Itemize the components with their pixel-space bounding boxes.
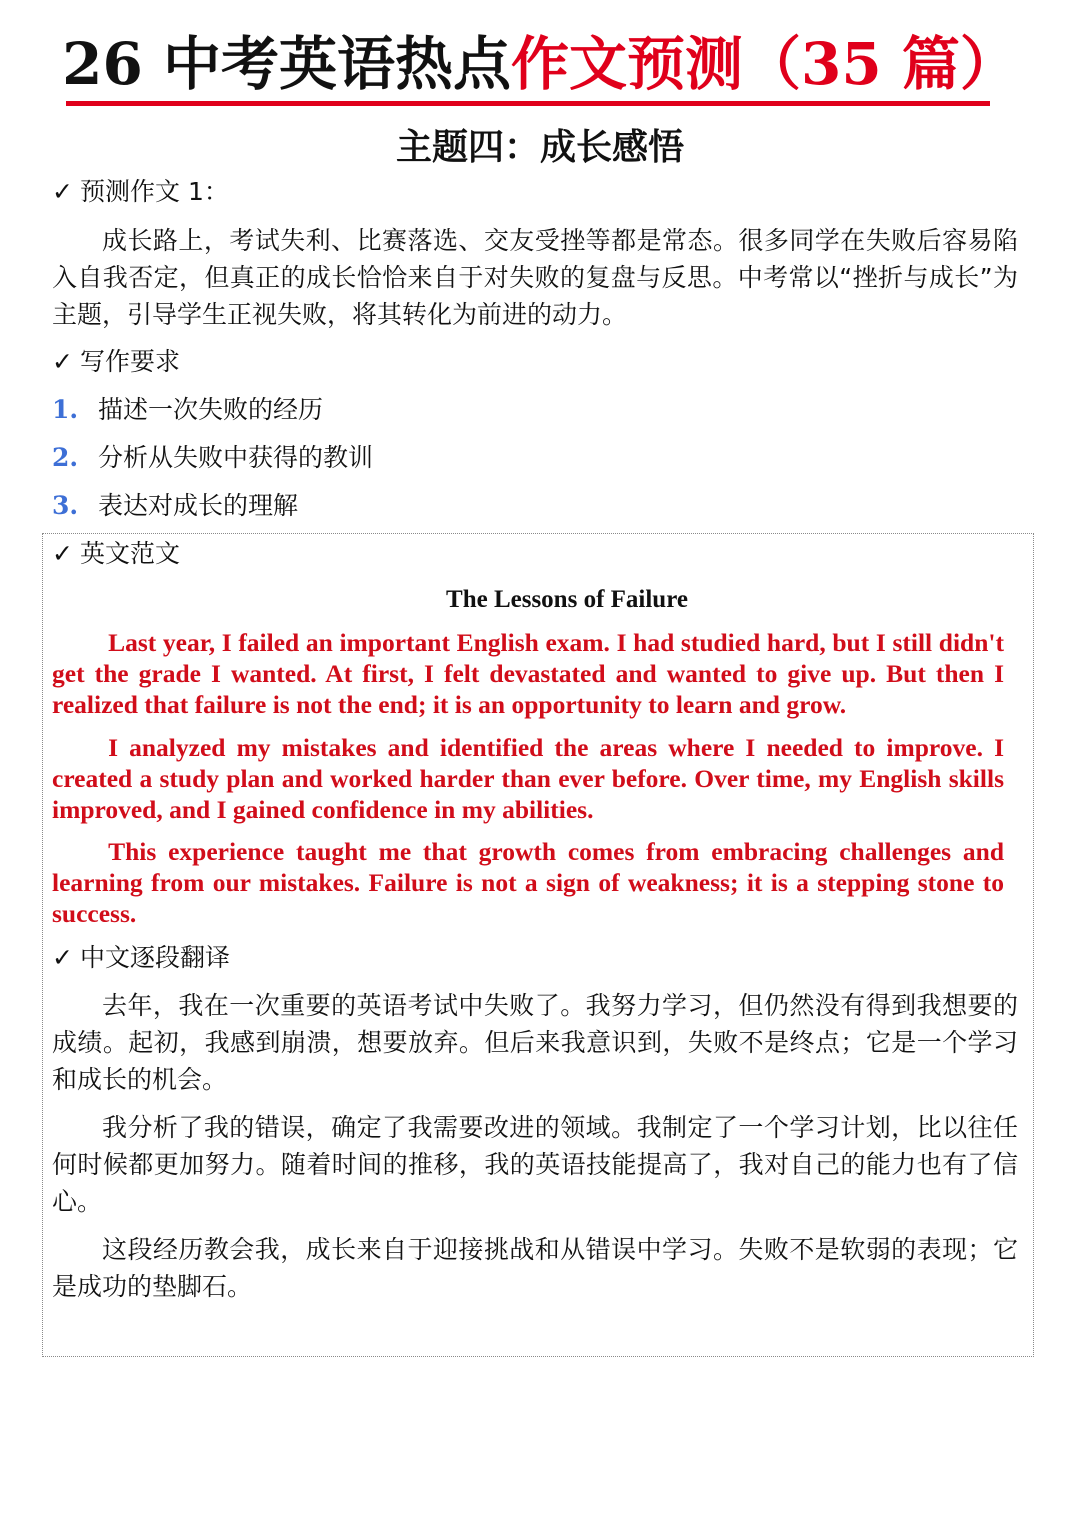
checkmark-icon: ✓ [52,539,73,568]
requirement-item [52,392,323,428]
requirement-number: 2. [52,443,79,472]
title-underline [66,101,990,106]
essay-label: 英文范文 [80,539,181,568]
translation-heading [52,940,230,976]
requirement-item [52,488,298,524]
title-main: 26 中考英语热点 [62,30,511,98]
requirements-heading [52,344,180,380]
translation-paragraph: 我分析了我的错误，确定了我需要改进的领域。我制定了一个学习计划，比以往任何时候都更加努力。随着时间的推移，我的英语技能提高了，我对自己的能力也有了信心。 [52,1113,1018,1216]
requirement-text: 分析从失败中获得的教训 [98,443,374,472]
essay-paragraph: I analyzed my mistakes and identified the areas where I needed to improve. I created a study plan and worked harder than ever before. Over time, my English skills improved, and I gained confidence in my abilities. [52,733,1004,824]
checkmark-icon: ✓ [52,347,73,376]
checkmark-icon: ✓ [52,943,73,972]
essay-paragraph: This experience taught me that growth comes from embracing challenges and learning from our mistakes. Failure is not a sign of weakness; it is a stepping stone to success. [52,837,1004,928]
prediction-label: 预测作文 1： [80,177,229,206]
prediction-intro: 成长路上，考试失利、比赛落选、交友受挫等都是常态。很多同学在失败后容易陷入自我否定，但真正的成长恰恰来自于对失败的复盘与反思。中考常以“挫折与成长”为主题，引导学生正视失败，将其转化为前进的动力。 [52,226,1018,329]
requirement-text: 表达对成长的理解 [98,491,299,520]
requirement-number: 3. [52,491,79,520]
essay-heading [52,536,180,572]
requirement-text: 描述一次失败的经历 [98,395,324,424]
requirements-label: 写作要求 [80,347,181,376]
essay-paragraph: Last year, I failed an important English exam. I had studied hard, but I still didn't get the grade I wanted. At first, I felt devastated and wanted to give up. But then I realized that failure is not the end; it is an opportunity to learn and grow. [52,628,1004,719]
requirement-item [52,440,373,476]
translation-label: 中文逐段翻译 [80,943,231,972]
title-highlight: 作文预测（35 篇） [511,30,1018,98]
requirement-number: 1. [52,395,79,424]
theme-subtitle: 主题四：成长感悟 [395,127,684,168]
translation-paragraph: 去年，我在一次重要的英语考试中失败了。我努力学习，但仍然没有得到我想要的成绩。起初，我感到崩溃，想要放弃。但后来我意识到，失败不是终点；它是一个学习和成长的机会。 [52,991,1018,1094]
translation-paragraph: 这段经历教会我，成长来自于迎接挑战和从错误中学习。失败不是软弱的表现；它是成功的垫脚石。 [52,1235,1018,1301]
checkmark-icon: ✓ [52,177,73,206]
page-title [0,26,1080,102]
prediction-heading [52,174,229,210]
essay-title: The Lessons of Failure [446,586,688,613]
